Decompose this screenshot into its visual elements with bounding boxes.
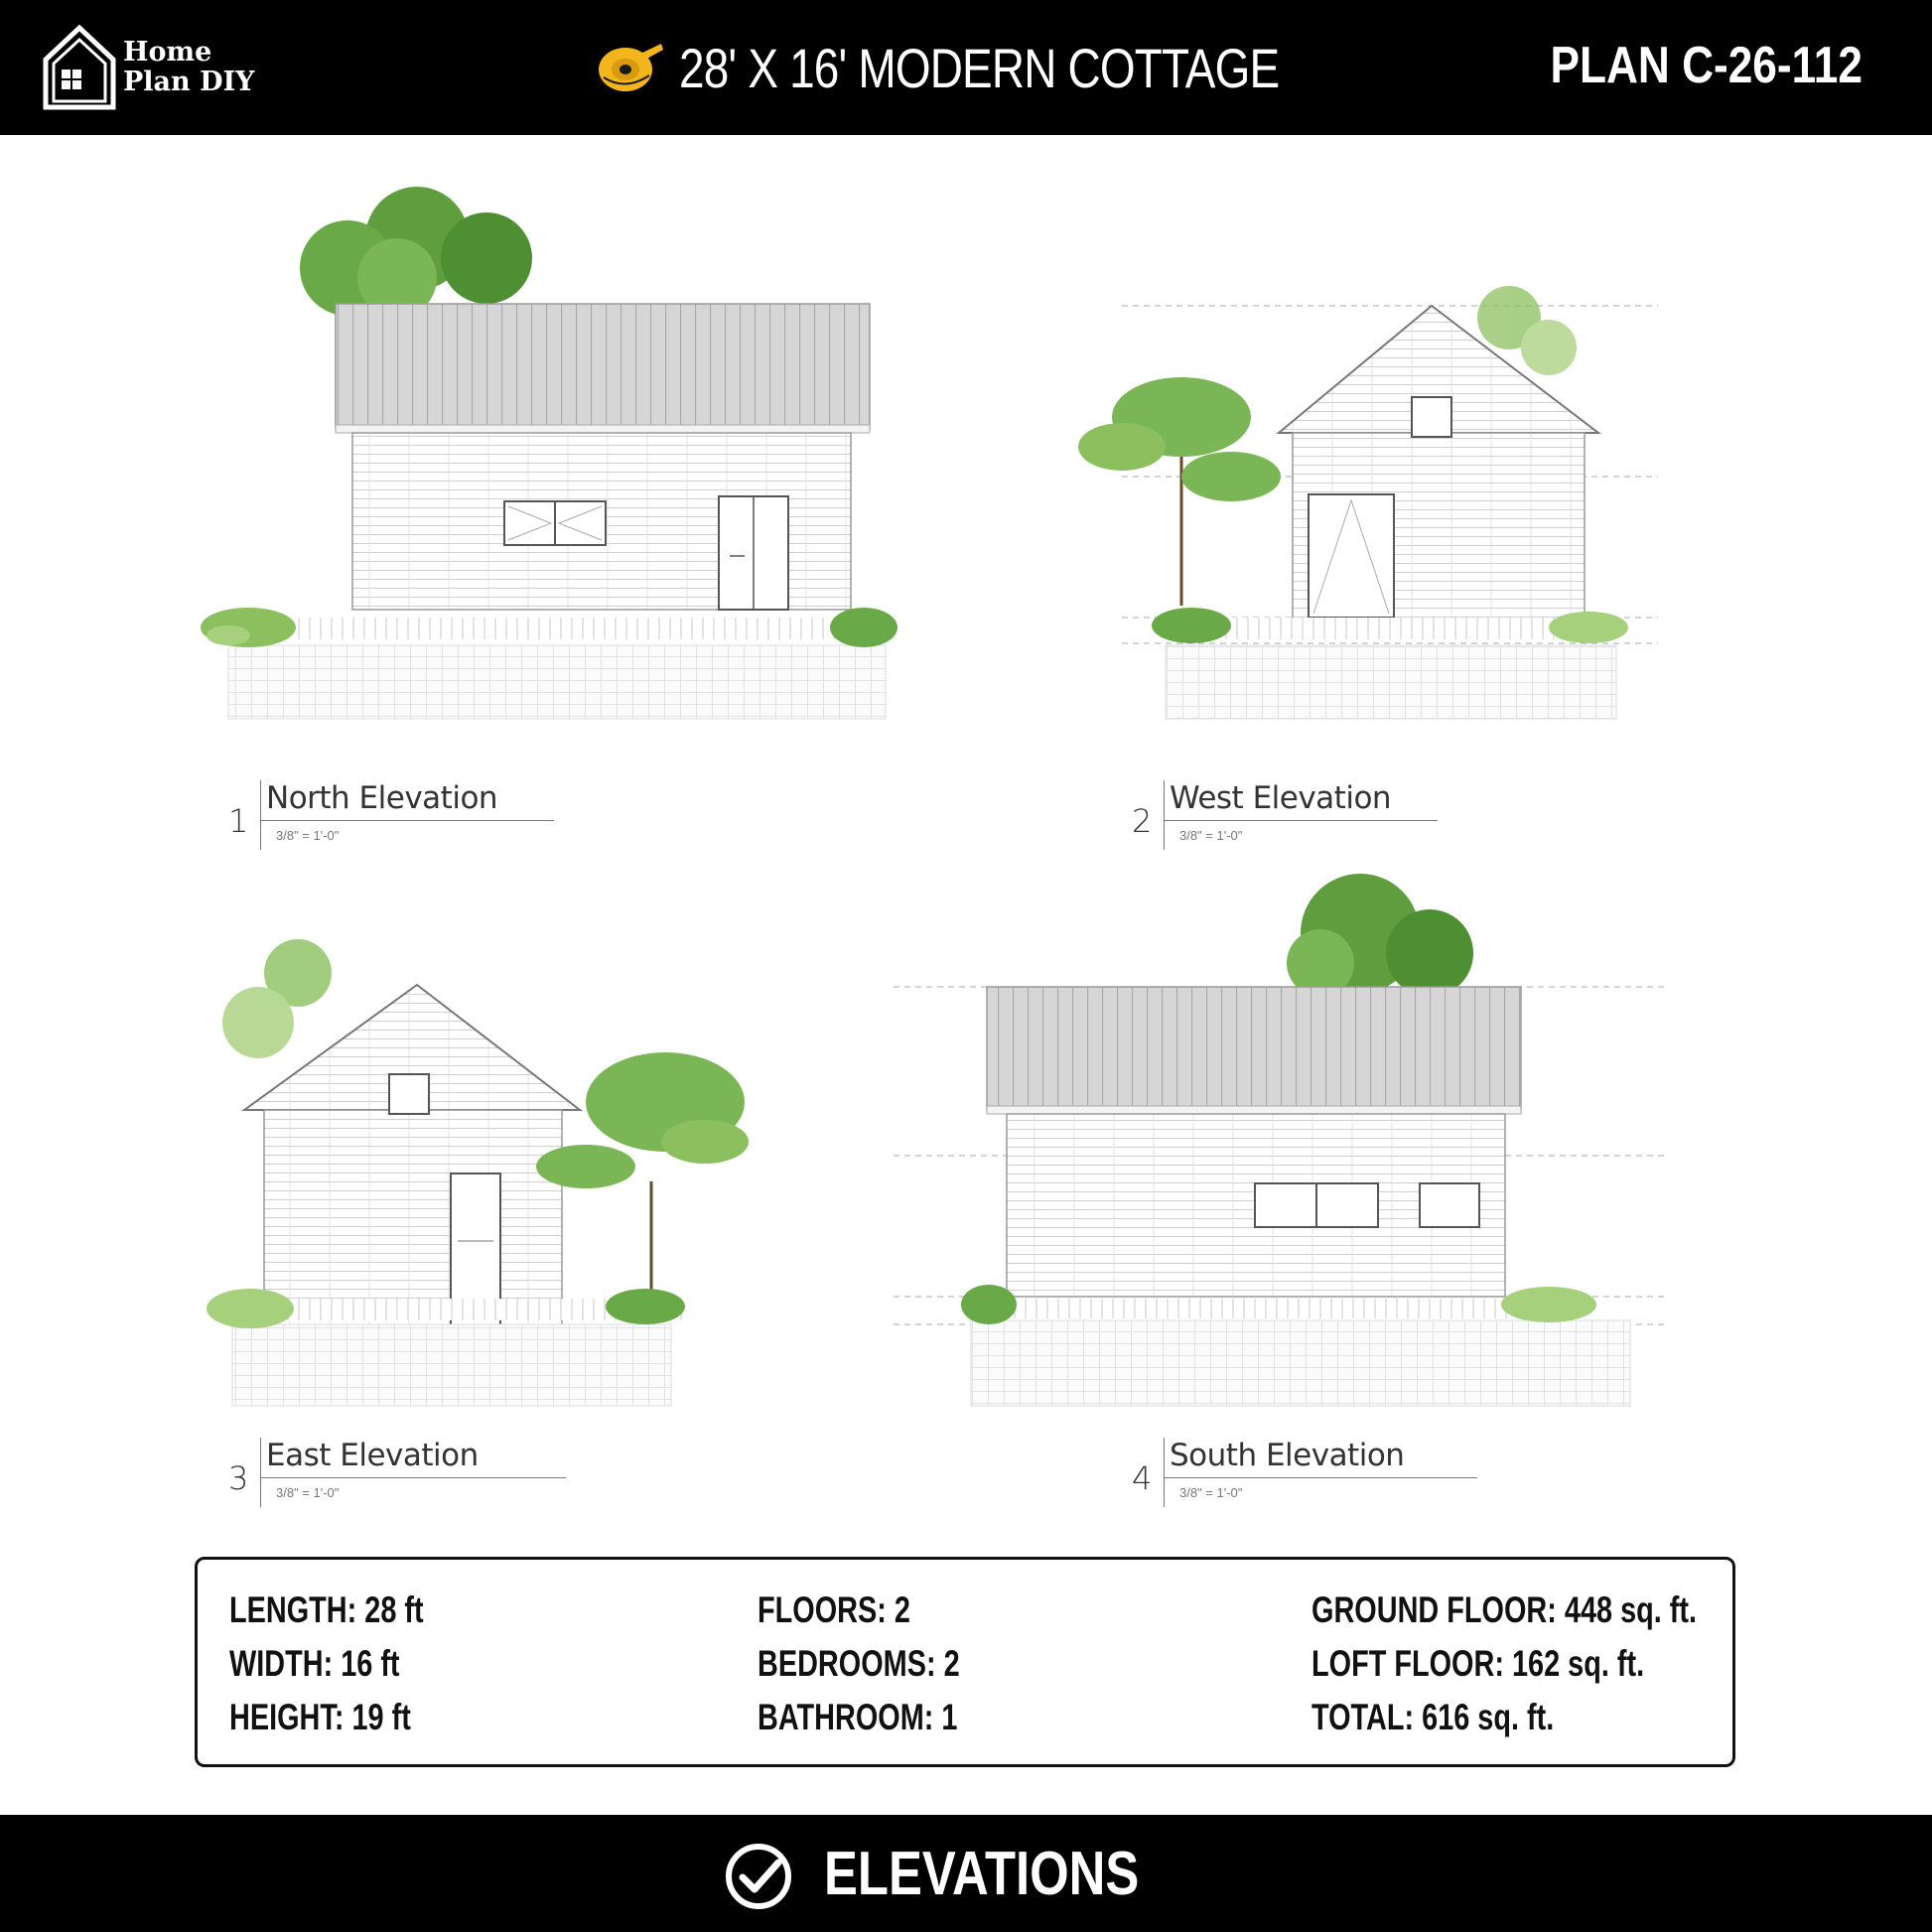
caption-number: 2 [1132,802,1153,840]
check-circle-icon [723,1841,794,1912]
caption-north [228,780,566,870]
east-elevation-drawing [189,923,774,1410]
foundation-base [1166,645,1616,719]
header-bar [0,0,1932,135]
grass-left [201,608,296,647]
metal-roof [987,987,1521,1110]
caption-title: South Elevation [1170,1438,1405,1473]
spec-length: LENGTH: 28 ft [229,1589,424,1630]
title-text: 28' X 16' MODERN COTTAGE [679,36,1280,99]
spec-ground-floor: GROUND FLOOR: 448 sq. ft. [1311,1589,1698,1630]
fence [248,618,854,639]
foundation-base [971,1320,1630,1406]
caption-scale: 3/8" = 1'-0" [1179,828,1243,843]
north-elevation-drawing [189,169,923,725]
spec-height: HEIGHT: 19 ft [229,1697,411,1737]
spec-width: WIDTH: 16 ft [229,1643,400,1684]
specs-box [195,1557,1735,1767]
footer-bar [0,1815,1932,1932]
gable-window [389,1074,429,1114]
logo-line-2: Plan DIY [123,67,255,97]
page-title [596,28,1411,107]
caption-south [1132,1438,1489,1527]
tree-canopy [222,939,332,1058]
spec-total: TOTAL: 616 sq. ft. [1311,1697,1555,1737]
tree [536,1052,749,1188]
spec-floors: FLOORS: 2 [758,1589,910,1630]
spec-loft-floor: LOFT FLOOR: 162 sq. ft. [1311,1643,1645,1684]
caption-number: 1 [228,802,249,840]
gable-window [1412,397,1451,437]
tree [1078,377,1281,501]
caption-number: 4 [1132,1459,1153,1497]
foundation-base [228,645,886,719]
caption-scale: 3/8" = 1'-0" [276,828,340,843]
window-small [1420,1183,1479,1227]
tree-canopy [300,187,532,318]
foundation-base [232,1324,671,1406]
caption-scale: 3/8" = 1'-0" [1179,1485,1243,1500]
caption-title: East Elevation [266,1438,479,1473]
metal-roof [336,304,870,429]
caption-title: North Elevation [266,780,498,816]
caption-east [228,1438,566,1527]
south-elevation-drawing [894,844,1727,1410]
west-elevation-drawing [1072,278,1727,725]
logo-text [123,38,254,97]
logo[interactable] [40,20,278,115]
tree-canopy [1287,874,1473,997]
grass-right [830,608,897,647]
caption-number: 3 [228,1459,249,1497]
caption-scale: 3/8" = 1'-0" [276,1485,340,1500]
spec-bedrooms: BEDROOMS: 2 [758,1643,960,1684]
spec-bathroom: BATHROOM: 1 [758,1697,958,1737]
house-logo-icon [40,20,119,111]
caption-title: West Elevation [1170,780,1392,816]
tape-measure-icon [596,40,665,95]
plan-code: PLAN C-26-112 [1550,37,1863,94]
footer-label: ELEVATIONS [824,1840,1140,1908]
door [1309,494,1394,618]
logo-line-1: Home [123,37,212,68]
